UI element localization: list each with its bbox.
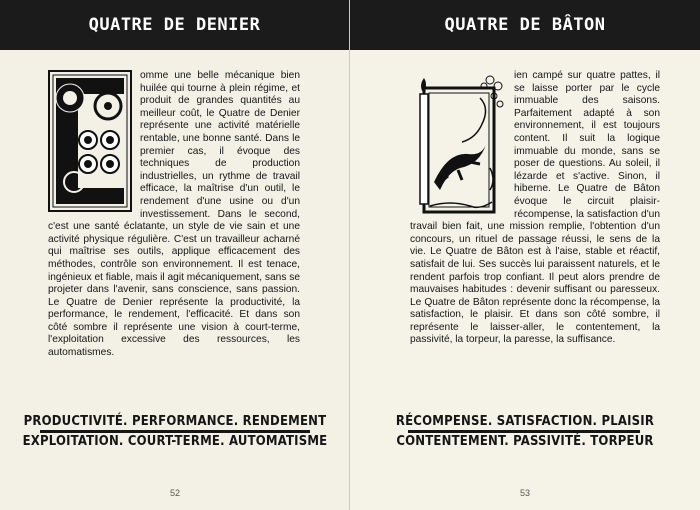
dropcap-b-lizard-icon	[410, 70, 506, 218]
dropcap-c-gears-icon	[48, 70, 132, 212]
keywords-divider	[408, 430, 640, 433]
keywords-negative: CONTENTEMENT. PASSIVITÉ. TORPEUR	[396, 434, 654, 449]
page-number: 53	[519, 488, 530, 498]
body-paragraph: omme une belle mécanique bien huilée qui tourne à plein régime, et produit de grandes quantités au meilleur coût, le Quatre de Denier représente une activité matérielle rentable, une bonne santé. Dans le premier cas, il évoque des techniques de production industrielles, un rythme de travail efficace, la maîtrise d'un outil, le rendement d'une usine ou d'un investissement. Dans le second, c'est une santé éclatante, un style de vie sain et une activité physique régulière. C'est un travailleur acharné qui maîtrise ses outils, applique efficacement des méthodes, contrôle son environnement. Il est tenace, ingénieux et fiable, mais il agit mécaniquement, sans se projeter dans l'avenir, sans conscience, sans passion. Le Quatre de Denier représente la productivité, la performance, le rendement, l'efficacité. Et dans son côté sombre il représente une vision à court-terme, l'exploitation excessive des ressources, les automatismes.	[48, 70, 300, 359]
keywords-negative: EXPLOITATION. COURT-TERME. AUTOMATISME	[22, 434, 328, 449]
body-text	[410, 70, 660, 347]
page-title: QUATRE DE DENIER	[0, 0, 349, 50]
page-title: QUATRE DE BÂTON	[350, 0, 700, 50]
body-text	[48, 70, 300, 360]
page-number: 52	[169, 488, 180, 498]
body-paragraph: ien campé sur quatre pattes, il se laisse porter par le cycle immuable des saisons. Parfaitement adapté à son environnement, il est toujours content. Il suit la logique immuable du monde, sans se poser de questions. Au soleil, il lézarde et s'active. Sinon, il hiberne. Le Quatre de Bâton évoque le circuit plaisir-récompense, la satisfaction d'un travail bien fait, une mission remplie, l'obtention d'un concours, un rituel de passage réussi, le sens de la vie. Le Quatre de Bâton est à l'aise, stable et réactif, satisfait de lui. Ses succès lui paraissent naturels, et le rendent parfois trop confiant. Il peut alors prendre de mauvaises habitudes : devenir suffisant ou paresseux. Le Quatre de Bâton représente donc la récompense, la satisfaction, le plaisir. Et dans son côté sombre, il représente le laisser-aller, le contentement, la passivité, la torpeur, la paresse, la suffisance.	[410, 70, 660, 346]
keywords-positive: PRODUCTIVITÉ. PERFORMANCE. RENDEMENT	[23, 414, 327, 429]
keywords-positive: RÉCOMPENSE. SATISFACTION. PLAISIR	[395, 414, 655, 429]
right-page	[350, 0, 700, 510]
keywords-divider	[40, 430, 310, 433]
